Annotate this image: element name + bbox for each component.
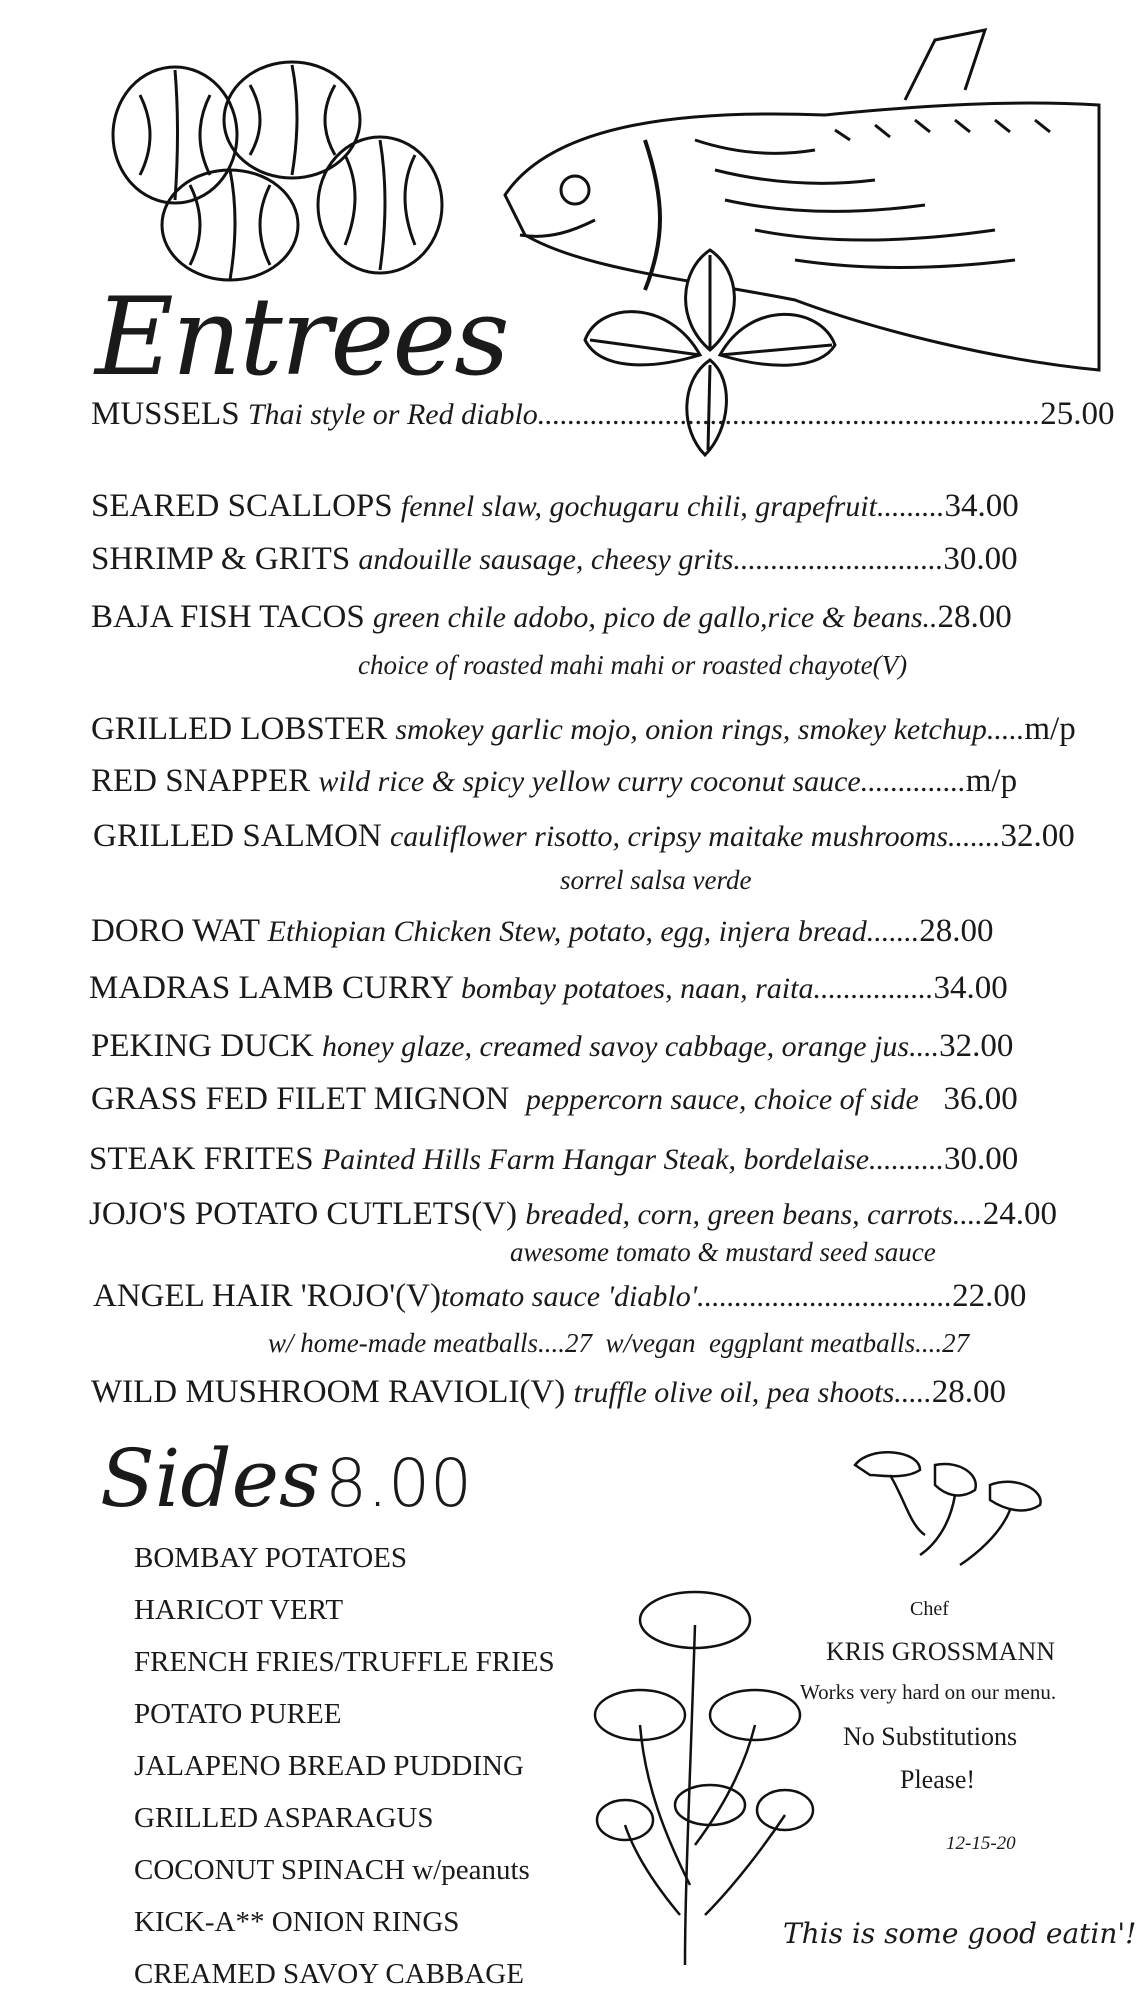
menu-item-name: WILD MUSHROOM RAVIOLI(V): [91, 1374, 566, 1410]
menu-item-price: m/p: [965, 763, 1018, 799]
menu-item-description: fennel slaw, gochugaru chili, grapefruit: [400, 490, 877, 523]
menu-item-dots: ....: [909, 1030, 940, 1063]
signoff: This is some good eatin'!: [783, 1917, 1136, 1950]
menu-item-name: ANGEL HAIR 'ROJO'(V): [93, 1278, 441, 1314]
menu-item-description: cauliflower risotto, cripsy maitake mushrooms: [389, 820, 949, 853]
menu-item: [89, 1143, 1018, 1176]
menu-item-dots: ..: [922, 601, 938, 634]
menu-item-name: MADRAS LAMB CURRY: [89, 970, 453, 1006]
menu-item: [91, 601, 1012, 634]
menu-item: [91, 1376, 1006, 1409]
menu-item-name: BAJA FISH TACOS: [91, 599, 365, 635]
menu-item-description: peppercorn sauce, choice of side: [525, 1083, 919, 1116]
menu-item-description: bombay potatoes, naan, raita: [460, 972, 814, 1005]
menu-item-description: andouille sausage, cheesy grits: [358, 543, 734, 576]
menu-item: [89, 972, 1008, 1005]
side-item: HARICOT VERT: [134, 1594, 344, 1626]
menu-item-dots: ...................................................................: [537, 398, 1041, 431]
side-item: KICK-A** ONION RINGS: [134, 1906, 460, 1938]
side-item: GRILLED ASPARAGUS: [134, 1802, 434, 1834]
menu-item-name: PEKING DUCK: [91, 1028, 314, 1064]
menu-item-subnote: sorrel salsa verde: [560, 865, 752, 895]
menu-item-description: smokey garlic mojo, onion rings, smokey ketchup: [395, 713, 987, 746]
menu-item-description: Thai style or Red diablo: [247, 398, 538, 431]
menu-item-name: RED SNAPPER: [91, 763, 311, 799]
menu-item-name: JOJO'S POTATO CUTLETS(V): [89, 1196, 518, 1232]
menu-item-dots: .....: [894, 1376, 932, 1409]
menu-item: [91, 490, 1019, 523]
side-item: JALAPENO BREAD PUDDING: [134, 1750, 524, 1782]
menu-item-dots: .......: [866, 915, 920, 948]
menu-item-price: 32.00: [939, 1028, 1014, 1064]
menu-item: [91, 543, 1018, 576]
menu-item-description: breaded, corn, green beans, carrots: [525, 1198, 953, 1231]
menu-item-price: 25.00: [1040, 396, 1115, 432]
menu-item-price: 36.00: [943, 1081, 1018, 1117]
menu-item-price: 24.00: [982, 1196, 1057, 1232]
menu-item-description: truffle olive oil, pea shoots: [573, 1376, 895, 1409]
menu-item: [91, 398, 1115, 431]
menu-item-price: 34.00: [933, 970, 1008, 1006]
side-item: COCONUT SPINACH w/peanuts: [134, 1854, 530, 1886]
menu-item-price: 28.00: [937, 599, 1012, 635]
side-item: CREAMED SAVOY CABBAGE: [134, 1958, 524, 1990]
menu-item-name: SEARED SCALLOPS: [91, 488, 393, 524]
menu-item: [91, 1083, 1018, 1116]
menu-item-name: MUSSELS: [91, 396, 240, 432]
menu-item: [93, 820, 1075, 853]
menu-item-description: honey glaze, creamed savoy cabbage, orange jus: [322, 1030, 910, 1063]
menu-item-dots: ..............: [860, 765, 966, 798]
chef-name: KRIS GROSSMANN: [826, 1637, 1055, 1666]
menu-item-price: 30.00: [944, 1141, 1019, 1177]
menu-item-name: DORO WAT: [91, 913, 260, 949]
menu-item: [91, 915, 993, 948]
menu-item-price: 28.00: [919, 913, 994, 949]
menu-item-dots: ............................: [733, 543, 944, 576]
menu-item-description: wild rice & spicy yellow curry coconut sauce: [318, 765, 861, 798]
menu-item-price: 34.00: [944, 488, 1019, 524]
onions-illustration: [100, 55, 450, 285]
menu-item-price: 30.00: [943, 541, 1018, 577]
menu-item-price: 32.00: [1000, 818, 1075, 854]
menu-item-name: GRILLED LOBSTER: [91, 711, 388, 747]
menu-item: [89, 1198, 1057, 1231]
menu-item-price: m/p: [1024, 711, 1076, 747]
herb-flower-illustration: [595, 1585, 815, 1965]
menu-item: [91, 1030, 1013, 1063]
menu-item-subnote: choice of roasted mahi mahi or roasted chayote(V): [358, 650, 908, 680]
chef-title: Chef: [910, 1598, 949, 1620]
no-substitutions-please: Please!: [900, 1765, 976, 1794]
menu-item-subnote: awesome tomato & mustard seed sauce: [510, 1237, 936, 1267]
sides-heading: [100, 1432, 472, 1525]
side-item: FRENCH FRIES/TRUFFLE FRIES: [134, 1646, 555, 1678]
no-substitutions: No Substitutions: [843, 1722, 1018, 1751]
menu-item-dots: ....: [952, 1198, 983, 1231]
menu-item-name: STEAK FRITES: [89, 1141, 314, 1177]
mushroom-illustration: [850, 1445, 1050, 1575]
menu-item: [91, 713, 1076, 746]
side-item: POTATO PUREE: [134, 1698, 342, 1730]
menu-item-dots: ..................................: [697, 1280, 953, 1313]
menu-item-dots: ................: [813, 972, 934, 1005]
sides-title: Sides: [100, 1432, 320, 1525]
menu-item-subnote: w/ home-made meatballs....27 w/vegan eggplant meatballs....27: [268, 1328, 970, 1358]
menu-item-price: 28.00: [931, 1374, 1007, 1410]
menu-date: 12-15-20: [946, 1833, 1016, 1854]
menu-item-dots: .........: [876, 490, 945, 523]
chef-note: Works very hard on our menu.: [800, 1680, 1057, 1704]
menu-item-description: green chile adobo, pico de gallo,rice & beans: [372, 601, 923, 634]
menu-item-name: SHRIMP & GRITS: [91, 541, 351, 577]
entrees-heading: Entrees: [95, 275, 508, 400]
menu-item-description: tomato sauce 'diablo': [440, 1280, 698, 1313]
menu-item-description: Painted Hills Farm Hangar Steak, bordelaise: [321, 1143, 870, 1176]
menu-item-description: Ethiopian Chicken Stew, potato, egg, injera bread: [267, 915, 867, 948]
side-item: BOMBAY POTATOES: [134, 1542, 407, 1574]
menu-item-name: GRASS FED FILET MIGNON: [91, 1081, 510, 1117]
menu-item-dots: .....: [986, 713, 1025, 746]
menu-item-name: GRILLED SALMON: [93, 818, 382, 854]
menu-item-price: 22.00: [952, 1278, 1027, 1314]
menu-item-dots: .......: [948, 820, 1001, 853]
menu-item: [93, 1280, 1026, 1313]
menu-item-dots: ..........: [869, 1143, 945, 1176]
sides-price: 8.00: [325, 1445, 473, 1522]
menu-item: [91, 765, 1017, 798]
